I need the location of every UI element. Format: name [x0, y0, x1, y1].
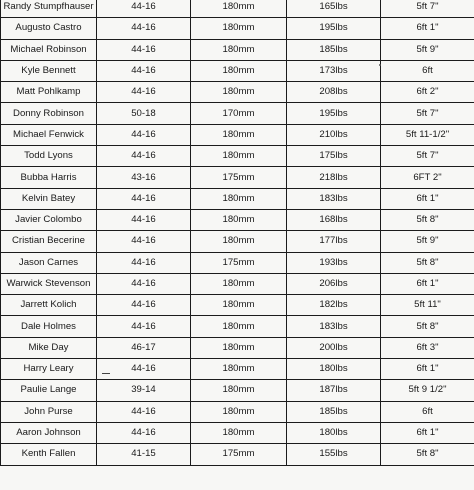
weight-cell: 175lbs [287, 146, 381, 167]
rider-name-cell: Aaron Johnson [1, 422, 97, 443]
gear-ratio-cell: 44-16 [97, 401, 191, 422]
height-cell: 5ft 9 1/2" [381, 380, 474, 401]
rider-name-cell: Javier Colombo [1, 209, 97, 230]
height-cell: 5ft 8" [381, 316, 474, 337]
rider-name-cell: Bubba Harris [1, 167, 97, 188]
height-cell: 6ft [381, 401, 474, 422]
rider-name-cell: Cristian Becerine [1, 231, 97, 252]
crank-length-cell: 175mm [191, 444, 287, 465]
gear-ratio-cell: 43-16 [97, 167, 191, 188]
height-cell: 5ft 8" [381, 209, 474, 230]
rider-name-cell: Randy Stumpfhauser [1, 0, 97, 18]
rider-name-cell: Michael Fenwick [1, 124, 97, 145]
weight-cell: 218lbs [287, 167, 381, 188]
rider-name-cell: Todd Lyons [1, 146, 97, 167]
rider-name-cell: Kelvin Batey [1, 188, 97, 209]
gear-ratio-cell: 44-16 [97, 39, 191, 60]
weight-cell: 155lbs [287, 444, 381, 465]
weight-cell: 168lbs [287, 209, 381, 230]
table-row [1, 422, 474, 443]
height-cell: 6ft 1" [381, 422, 474, 443]
gear-ratio-cell: 44-16 [97, 295, 191, 316]
crank-length-cell: 180mm [191, 231, 287, 252]
rider-name-cell: Paulie Lange [1, 380, 97, 401]
crank-length-cell: 180mm [191, 295, 287, 316]
height-cell: 6ft 3" [381, 337, 474, 358]
roster-table-body [1, 0, 474, 465]
table-row [1, 60, 474, 81]
table-row [1, 209, 474, 230]
height-cell: 5ft 7" [381, 0, 474, 18]
rider-name-cell: Kyle Bennett [1, 60, 97, 81]
height-cell: 5ft 11" [381, 295, 474, 316]
weight-cell: 208lbs [287, 82, 381, 103]
table-row [1, 316, 474, 337]
gear-ratio-cell: 41-15 [97, 444, 191, 465]
crank-length-cell: 180mm [191, 273, 287, 294]
height-cell: 6FT 2" [381, 167, 474, 188]
crank-length-cell: 180mm [191, 146, 287, 167]
table-row [1, 124, 474, 145]
crank-length-cell: 180mm [191, 401, 287, 422]
crank-length-cell: 180mm [191, 380, 287, 401]
gear-ratio-cell: 44-16 [97, 124, 191, 145]
crank-length-cell: 180mm [191, 39, 287, 60]
height-cell: 6ft [381, 60, 474, 81]
weight-cell: 183lbs [287, 316, 381, 337]
table-row [1, 401, 474, 422]
gear-ratio-cell: 44-16 [97, 359, 191, 380]
weight-cell: 187lbs [287, 380, 381, 401]
gear-ratio-cell: 44-16 [97, 188, 191, 209]
table-row [1, 444, 474, 465]
gear-ratio-cell: 39-14 [97, 380, 191, 401]
gear-ratio-cell: 46-17 [97, 337, 191, 358]
weight-cell: 185lbs [287, 39, 381, 60]
crank-length-cell: 180mm [191, 209, 287, 230]
table-row [1, 39, 474, 60]
weight-cell: 210lbs [287, 124, 381, 145]
height-cell: 6ft 2" [381, 82, 474, 103]
weight-cell: 183lbs [287, 188, 381, 209]
height-cell: 5ft 9" [381, 39, 474, 60]
height-cell: 5ft 7" [381, 146, 474, 167]
height-cell: 6ft 1" [381, 18, 474, 39]
crank-length-cell: 180mm [191, 18, 287, 39]
weight-cell: 182lbs [287, 295, 381, 316]
height-cell: 5ft 8" [381, 252, 474, 273]
weight-cell: 165lbs [287, 0, 381, 18]
gear-ratio-cell: 44-16 [97, 316, 191, 337]
table-row [1, 337, 474, 358]
table-row [1, 18, 474, 39]
table-row [1, 146, 474, 167]
table-row [1, 103, 474, 124]
weight-cell: 206lbs [287, 273, 381, 294]
weight-cell: 195lbs [287, 18, 381, 39]
height-cell: 5ft 9" [381, 231, 474, 252]
gear-ratio-cell: 44-16 [97, 422, 191, 443]
rider-name-cell: Jason Carnes [1, 252, 97, 273]
scan-pen-mark [102, 373, 110, 374]
rider-name-cell: Michael Robinson [1, 39, 97, 60]
gear-ratio-cell: 44-16 [97, 146, 191, 167]
rider-name-cell: Jarrett Kolich [1, 295, 97, 316]
crank-length-cell: 180mm [191, 188, 287, 209]
weight-cell: 173lbs [287, 60, 381, 81]
height-cell: 6ft 1" [381, 359, 474, 380]
weight-cell: 185lbs [287, 401, 381, 422]
crank-length-cell: 180mm [191, 82, 287, 103]
table-row [1, 295, 474, 316]
weight-cell: 195lbs [287, 103, 381, 124]
rider-name-cell: John Purse [1, 401, 97, 422]
height-cell: 5ft 7" [381, 103, 474, 124]
table-row [1, 82, 474, 103]
table-row [1, 359, 474, 380]
rider-name-cell: Dale Holmes [1, 316, 97, 337]
table-row [1, 188, 474, 209]
crank-length-cell: 175mm [191, 167, 287, 188]
gear-ratio-cell: 44-16 [97, 18, 191, 39]
table-row [1, 252, 474, 273]
rider-name-cell: Mike Day [1, 337, 97, 358]
gear-ratio-cell: 44-16 [97, 0, 191, 18]
weight-cell: 180lbs [287, 422, 381, 443]
height-cell: 6ft 1" [381, 273, 474, 294]
height-cell: 6ft 1" [381, 188, 474, 209]
weight-cell: 200lbs [287, 337, 381, 358]
crank-length-cell: 180mm [191, 124, 287, 145]
table-row [1, 273, 474, 294]
crank-length-cell: 180mm [191, 60, 287, 81]
weight-cell: 193lbs [287, 252, 381, 273]
table-row [1, 0, 474, 18]
scan-speck [379, 64, 381, 66]
gear-ratio-cell: 44-16 [97, 209, 191, 230]
rider-name-cell: Augusto Castro [1, 18, 97, 39]
table-row [1, 380, 474, 401]
crank-length-cell: 175mm [191, 252, 287, 273]
rider-name-cell: Donny Robinson [1, 103, 97, 124]
gear-ratio-cell: 44-16 [97, 252, 191, 273]
gear-ratio-cell: 44-16 [97, 231, 191, 252]
height-cell: 5ft 11-1/2" [381, 124, 474, 145]
crank-length-cell: 180mm [191, 337, 287, 358]
gear-ratio-cell: 44-16 [97, 273, 191, 294]
weight-cell: 177lbs [287, 231, 381, 252]
gear-ratio-cell: 44-16 [97, 60, 191, 81]
table-row [1, 231, 474, 252]
rider-name-cell: Harry Leary [1, 359, 97, 380]
crank-length-cell: 180mm [191, 0, 287, 18]
rider-name-cell: Kenth Fallen [1, 444, 97, 465]
rider-name-cell: Matt Pohlkamp [1, 82, 97, 103]
crank-length-cell: 180mm [191, 359, 287, 380]
gear-ratio-cell: 50-18 [97, 103, 191, 124]
gear-ratio-cell: 44-16 [97, 82, 191, 103]
height-cell: 5ft 8" [381, 444, 474, 465]
rider-name-cell: Warwick Stevenson [1, 273, 97, 294]
weight-cell: 180lbs [287, 359, 381, 380]
crank-length-cell: 180mm [191, 316, 287, 337]
table-row [1, 167, 474, 188]
crank-length-cell: 170mm [191, 103, 287, 124]
crank-length-cell: 180mm [191, 422, 287, 443]
